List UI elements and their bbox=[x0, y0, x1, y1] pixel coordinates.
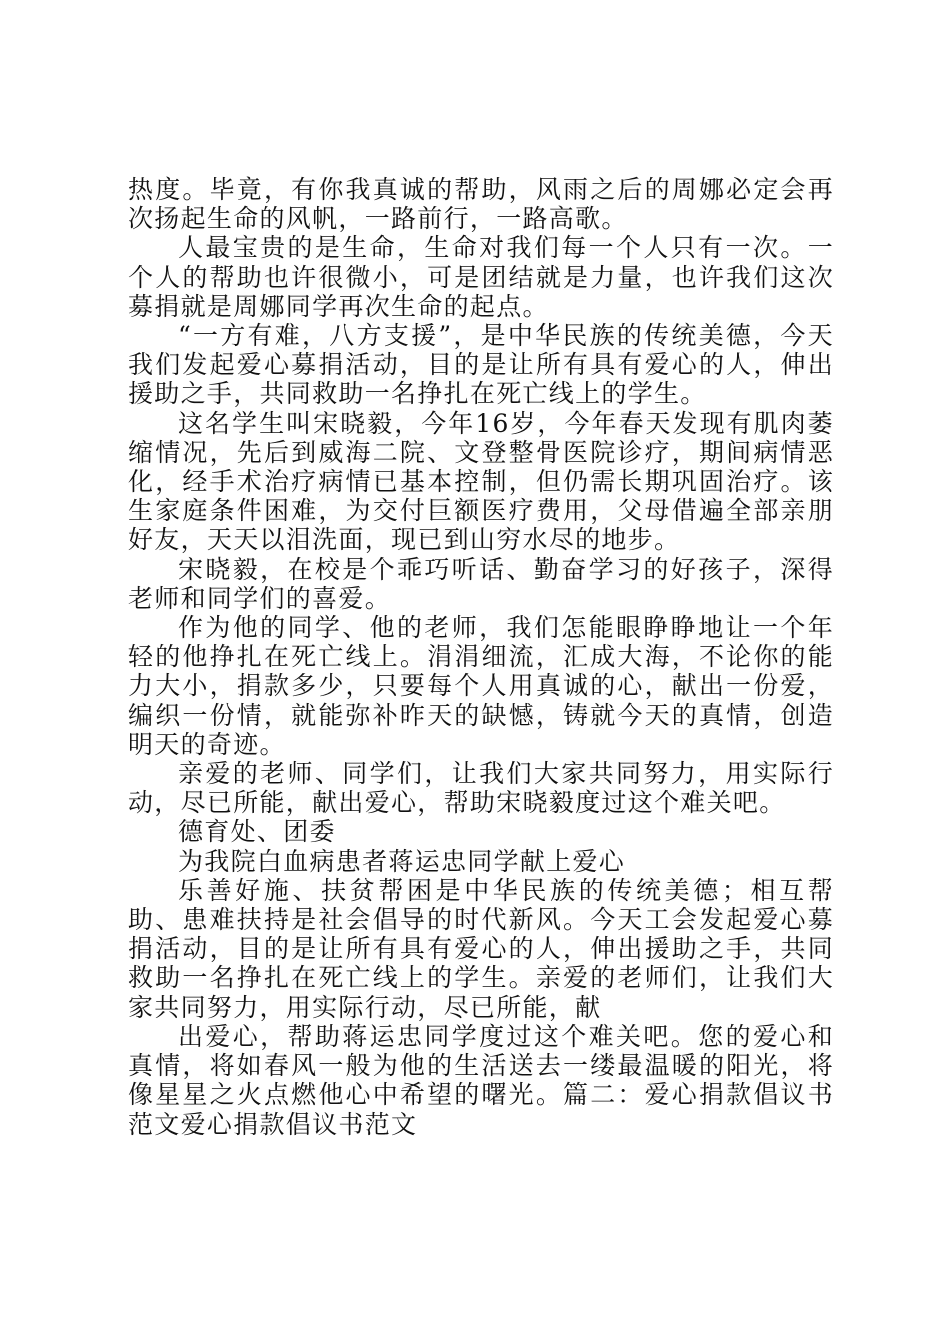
paragraph-4: 这名学生叫宋晓毅，今年16岁，今年春天发现有肌肉萎缩情况，先后到威海二院、文登整骨医院诊疗，期间病情恶化，经手术治疗病情已基本控制，但仍需长期巩固治疗。该生家庭条件困难，为交付巨额医疗费用，父母借遍全部亲朋好友，天天以泪洗面，现已到山穷水尽的地步。 bbox=[128, 408, 834, 555]
paragraph-5: 宋晓毅，在校是个乖巧听话、勤奋学习的好孩子，深得老师和同学们的喜爱。 bbox=[128, 554, 834, 613]
paragraph-7: 亲爱的老师、同学们，让我们大家共同努力，用实际行动，尽已所能，献出爱心，帮助宋晓毅度过这个难关吧。 bbox=[128, 759, 834, 818]
section-heading: 为我院白血病患者蒋运忠同学献上爱心 bbox=[178, 846, 626, 876]
paragraph-3: “一方有难，八方支援”，是中华民族的传统美德，今天我们发起爱心募捐活动，目的是让所有具有爱心的人，伸出援助之手，共同救助一名挣扎在死亡线上的学生。 bbox=[128, 321, 834, 409]
signature-line: 德育处、团委 bbox=[178, 817, 336, 847]
paragraph-2: 人最宝贵的是生命，生命对我们每一个人只有一次。一个人的帮助也许很微小，可是团结就是力量，也许我们这次募捐就是周娜同学再次生命的起点。 bbox=[128, 233, 834, 321]
paragraph-9: 出爱心，帮助蒋运忠同学度过这个难关吧。您的爱心和真情，将如春风一般为他的生活送去一缕最温暖的阳光，将像星星之火点燃他心中希望的曙光。篇二：爱心捐款倡议书范文爱心捐款倡议书范文 bbox=[128, 1021, 834, 1139]
paragraph-6: 作为他的同学、他的老师，我们怎能眼睁睁地让一个年轻的他挣扎在死亡线上。涓涓细流，汇成大海，不论你的能力大小，捐款多少，只要每个人用真诚的心，献出一份爱，编织一份情，就能弥补昨天的缺憾，铸就今天的真情，创造明天的奇迹。 bbox=[128, 613, 834, 759]
paragraph-1: 热度。毕竟，有你我真诚的帮助，风雨之后的周娜必定会再次扬起生命的风帆，一路前行，一路高歌。 bbox=[128, 175, 834, 234]
document-body bbox=[128, 175, 834, 1139]
paragraph-8: 乐善好施、扶贫帮困是中华民族的传统美德；相互帮助、患难扶持是社会倡导的时代新风。今天工会发起爱心募捐活动，目的是让所有具有爱心的人，伸出援助之手，共同救助一名挣扎在死亡线上的学生。亲爱的老师们，让我们大家共同努力，用实际行动，尽已所能，献 bbox=[128, 875, 834, 1022]
